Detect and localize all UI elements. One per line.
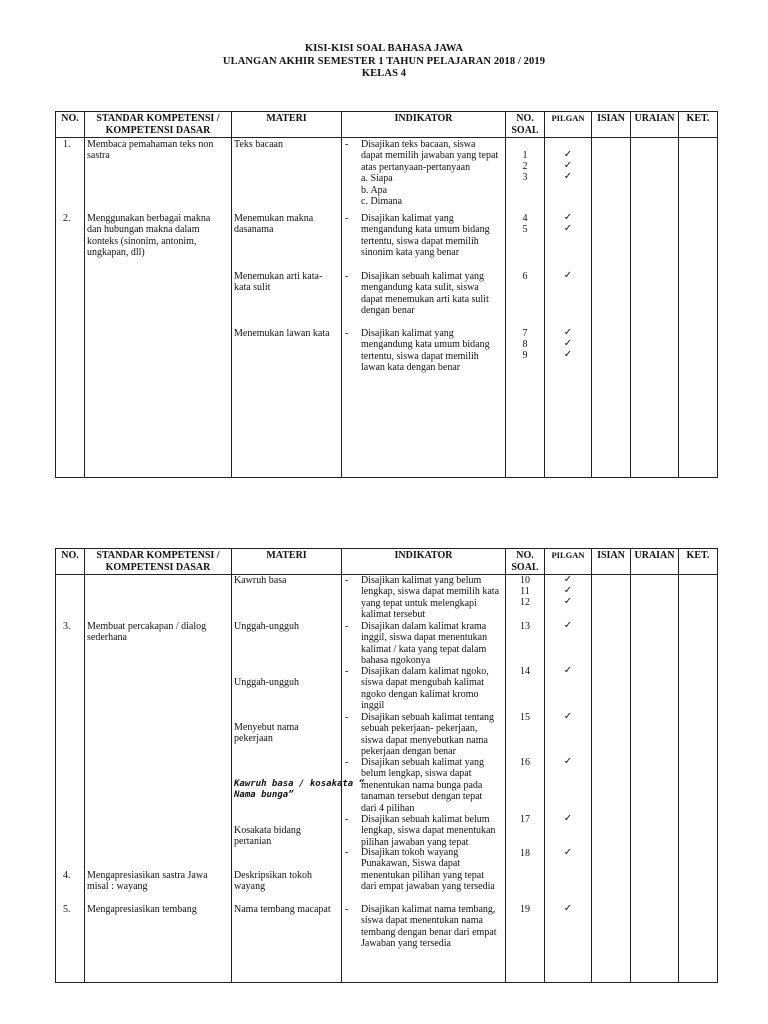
indicator-text: Disajikan kalimat yang mengandung kata umum bidang tertentu, siswa dapat memilih sinonim kata yang benar xyxy=(361,213,490,259)
check-icon: ✓ xyxy=(563,620,573,631)
col-header-isian: ISIAN xyxy=(592,112,631,138)
check-icon: ✓ xyxy=(563,665,573,676)
materi-text: Nama tembang macapat xyxy=(234,904,331,915)
question-number: 19 xyxy=(520,904,530,915)
check-icon: ✓ xyxy=(563,212,573,223)
check-icon: ✓ xyxy=(563,270,573,281)
indicator-text: Disajikan sebuah kalimat belum lengkap, siswa dapat menentukan pilihan jawaban yang tepat xyxy=(361,814,496,848)
materi-text: Deskripsikan tokoh wayang xyxy=(234,870,313,893)
materi-text: Menemukan makna dasanama xyxy=(234,213,314,236)
indicator-text: Disajikan sebuah kalimat yang belum lengkap, siswa dapat menentukan nama bunga pada tanaman tersebut dengan tepat dari 4 pilihan xyxy=(361,757,485,814)
table-body-row xyxy=(56,138,718,478)
bullet-dash: - xyxy=(345,139,349,150)
col-header-no-soal: NO. SOAL xyxy=(506,549,545,575)
row-number: 2. xyxy=(63,213,71,224)
competency-text: Mengapresiasikan sastra Jawa misal : wayang xyxy=(87,870,208,893)
bullet-dash: - xyxy=(345,575,349,586)
check-icon: ✓ xyxy=(563,847,573,858)
check-icon: ✓ xyxy=(563,711,573,722)
question-number: 13 xyxy=(520,621,530,632)
cell-standar-kompetensi xyxy=(85,138,232,478)
question-number: 3 xyxy=(522,172,528,183)
cell-ket xyxy=(679,138,718,478)
question-number: 9 xyxy=(522,350,528,361)
check-icon: ✓ xyxy=(563,149,573,160)
table-body-row xyxy=(56,575,718,983)
col-header-materi: MATERI xyxy=(232,549,342,575)
question-number: 12 xyxy=(520,597,530,608)
bullet-dash: - xyxy=(345,814,349,825)
check-icon: ✓ xyxy=(563,596,573,607)
check-icon: ✓ xyxy=(563,327,573,338)
bullet-dash: - xyxy=(345,271,349,282)
materi-text: Teks bacaan xyxy=(234,139,283,150)
cell-no xyxy=(56,138,85,478)
question-number: 11 xyxy=(520,586,530,597)
check-icon: ✓ xyxy=(563,903,573,914)
question-number: 14 xyxy=(520,666,530,677)
table-header-row xyxy=(56,112,718,138)
materi-text: Menyebut nama pekerjaan xyxy=(234,722,299,745)
cell-no xyxy=(56,575,85,983)
question-number: 7 xyxy=(522,328,528,339)
question-number: 15 xyxy=(520,712,530,723)
indicator-text: Disajikan dalam kalimat ngoko, siswa dapat mengubah kalimat ngoko dengan kalimat kromo inggil xyxy=(361,666,489,712)
indicator-text: Disajikan kalimat nama tembang, siswa dapat menentukan nama tembang dengan benar dari empat Jawaban yang tersedia xyxy=(361,904,497,950)
cell-standar-kompetensi xyxy=(85,575,232,983)
check-icon: ✓ xyxy=(563,223,573,234)
document-header xyxy=(0,43,768,81)
bullet-dash: - xyxy=(345,666,349,677)
bullet-dash: - xyxy=(345,847,349,858)
materi-text: Kosakata bidang pertanian xyxy=(234,825,301,848)
cell-uraian xyxy=(631,575,679,983)
check-icon: ✓ xyxy=(563,160,573,171)
check-icon: ✓ xyxy=(563,349,573,360)
cell-pilgan xyxy=(545,138,592,478)
cell-pilgan xyxy=(545,575,592,983)
check-icon: ✓ xyxy=(563,813,573,824)
col-header-materi: MATERI xyxy=(232,112,342,138)
row-number: 5. xyxy=(63,904,71,915)
materi-text: Unggah-ungguh xyxy=(234,677,299,688)
row-number: 3. xyxy=(63,621,71,632)
question-number: 4 xyxy=(522,213,528,224)
indicator-text: Disajikan sebuah kalimat tentang sebuah pekerjaan- pekerjaan, siswa dapat menyebutkan nama pekerjaan dengan benar xyxy=(361,712,495,758)
question-number: 8 xyxy=(522,339,528,350)
col-header-ket: KET. xyxy=(679,549,718,575)
competency-text: Membaca pemahaman teks non sastra xyxy=(87,139,214,162)
kisi-kisi-table-1 xyxy=(55,111,718,478)
table-header-row xyxy=(56,549,718,575)
col-header-no: NO. xyxy=(56,112,85,138)
cell-ket xyxy=(679,575,718,983)
kisi-kisi-table-2 xyxy=(55,548,718,983)
cell-indikator xyxy=(342,138,506,478)
col-header-pilgan: PILGAN xyxy=(545,112,592,138)
col-header-uraian: URAIAN xyxy=(631,549,679,575)
check-icon: ✓ xyxy=(563,338,573,349)
check-icon: ✓ xyxy=(563,171,573,182)
col-header-no-soal: NO. SOAL xyxy=(506,112,545,138)
document-subtitle: ULANGAN AKHIR SEMESTER 1 TAHUN PELAJARAN 2018 / 2019 xyxy=(222,55,546,67)
question-number: 16 xyxy=(520,757,530,768)
col-header-uraian: URAIAN xyxy=(631,112,679,138)
indicator-text: Disajikan kalimat yang belum lengkap, siswa dapat memilih kata yang tepat untuk melengkapi kalimat tersebut xyxy=(361,575,500,621)
cell-no-soal xyxy=(506,138,545,478)
bullet-dash: - xyxy=(345,621,349,632)
materi-text: Menemukan lawan kata xyxy=(234,328,330,339)
question-number: 6 xyxy=(522,271,528,282)
col-header-indikator: INDIKATOR xyxy=(342,112,506,138)
col-header-standar-kompetensi: STANDAR KOMPETENSI / KOMPETENSI DASAR xyxy=(85,549,232,575)
bullet-dash: - xyxy=(345,328,349,339)
indicator-text: Disajikan tokoh wayang Punakawan, Siswa dapat menentukan pilihan yang tepat dari empat jawaban yang tersedia xyxy=(361,847,495,893)
document-class: KELAS 4 xyxy=(361,68,407,79)
col-header-standar-kompetensi: STANDAR KOMPETENSI / KOMPETENSI DASAR xyxy=(85,112,232,138)
materi-text: Menemukan arti kata- kata sulit xyxy=(234,271,323,294)
materi-text: Unggah-ungguh xyxy=(234,621,299,632)
cell-indikator xyxy=(342,575,506,983)
question-number: 18 xyxy=(520,848,530,859)
col-header-pilgan: PILGAN xyxy=(545,549,592,575)
cell-uraian xyxy=(631,138,679,478)
indicator-text: Disajikan kalimat yang mengandung kata umum bidang tertentu, siswa dapat memilih lawan kata dengan benar xyxy=(361,328,490,374)
row-number: 1. xyxy=(63,139,71,150)
cell-no-soal xyxy=(506,575,545,983)
indicator-text: Disajikan sebuah kalimat yang mengandung kata sulit, siswa dapat menemukan arti kata sulit dengan benar xyxy=(361,271,489,317)
competency-text: Menggunakan berbagai makna dan hubungan makna dalam konteks (sinonim, antonim, ungkapan, dll) xyxy=(87,213,211,259)
col-header-indikator: INDIKATOR xyxy=(342,549,506,575)
cell-materi xyxy=(232,138,342,478)
document-title: KISI-KISI SOAL BAHASA JAWA xyxy=(304,43,464,54)
competency-text: Membuat percakapan / dialog sederhana xyxy=(87,621,207,644)
cell-materi xyxy=(232,575,365,983)
cell-isian xyxy=(592,138,631,478)
check-icon: ✓ xyxy=(563,756,573,767)
bullet-dash: - xyxy=(345,712,349,723)
question-number: 5 xyxy=(522,224,528,235)
question-number: 1 xyxy=(522,150,528,161)
col-header-no: NO. xyxy=(56,549,85,575)
question-number: 10 xyxy=(520,575,530,586)
bullet-dash: - xyxy=(345,757,349,768)
bullet-dash: - xyxy=(345,904,349,915)
row-number: 4. xyxy=(63,870,71,881)
col-header-ket: KET. xyxy=(679,112,718,138)
bullet-dash: - xyxy=(345,213,349,224)
materi-text: Kawruh basa / kosakata “ Nama bunga” xyxy=(234,779,365,801)
check-icon: ✓ xyxy=(563,585,573,596)
col-header-isian: ISIAN xyxy=(592,549,631,575)
materi-text: Kawruh basa xyxy=(234,575,287,586)
check-icon: ✓ xyxy=(563,574,573,585)
question-number: 2 xyxy=(522,161,528,172)
indicator-text: Disajikan dalam kalimat krama inggil, siswa dapat menentukan kalimat / kata yang tepat dalam bahasa ngokonya xyxy=(361,621,488,667)
question-number: 17 xyxy=(520,814,530,825)
indicator-text: Disajikan teks bacaan, siswa dapat memilih jawaban yang tepat atas pertanyaan-pertanyaan a. Siapa b. Apa c. Dimana xyxy=(361,139,499,208)
cell-isian xyxy=(592,575,631,983)
competency-text: Mengapresiasikan tembang xyxy=(87,904,197,915)
